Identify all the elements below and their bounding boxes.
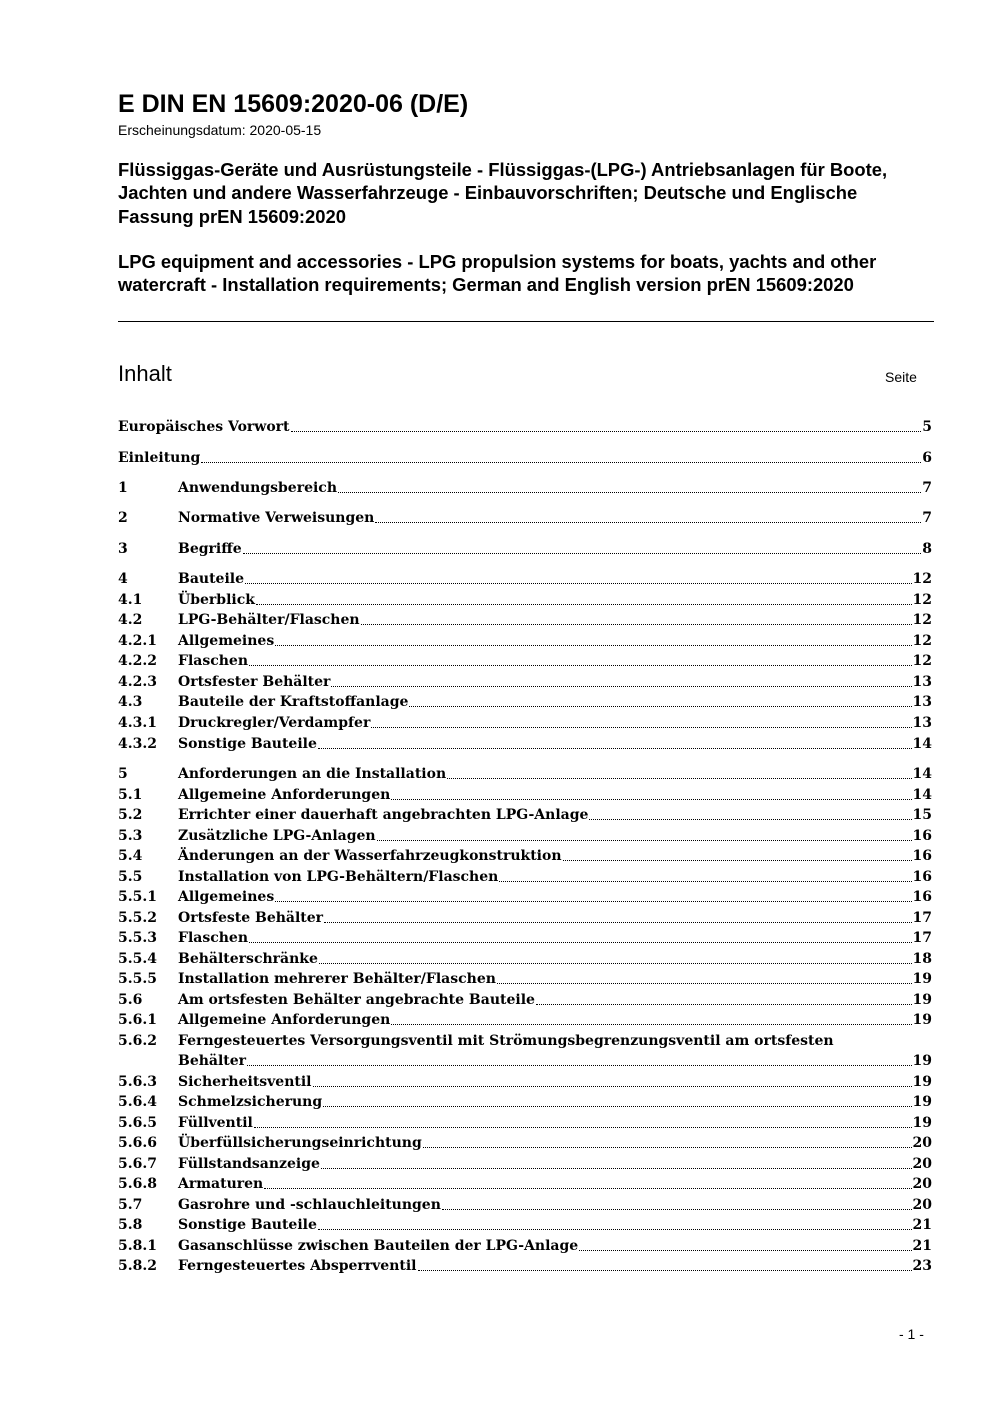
toc-leader-dots xyxy=(589,819,911,820)
toc-entry-line xyxy=(178,990,932,1010)
toc-entry-page: 19 xyxy=(912,992,932,1008)
toc-entry-number: 5.5.1 xyxy=(118,889,157,905)
toc-entry-line xyxy=(178,805,932,825)
toc-entry[interactable] xyxy=(118,990,932,1010)
toc-entry-number: 4.3.2 xyxy=(118,736,157,752)
toc-entry-line xyxy=(178,1010,932,1030)
toc-entry-page: 17 xyxy=(912,910,932,926)
toc-entry-number: 5.6.7 xyxy=(118,1156,157,1172)
toc-entry-title: Bauteile der Kraftstoffanlage xyxy=(178,694,409,710)
toc-entry[interactable] xyxy=(118,1236,932,1256)
toc-entry-title: Überblick xyxy=(178,592,255,608)
toc-leader-dots xyxy=(313,1086,912,1087)
toc-entry-title: Errichter einer dauerhaft angebrachten LPG-Anlage xyxy=(178,807,589,823)
toc-entry-title: Flaschen xyxy=(178,930,248,946)
toc-entry[interactable] xyxy=(118,734,932,754)
toc-entry-number: 3 xyxy=(118,541,128,557)
toc-entry-page: 17 xyxy=(912,930,932,946)
toc-entry-line xyxy=(178,713,932,733)
toc-leader-dots xyxy=(318,748,912,749)
toc-entry-page: 16 xyxy=(912,828,932,844)
toc-leader-dots xyxy=(264,1188,911,1189)
toc-entry-page: 12 xyxy=(912,592,932,608)
toc-entry-title: Überfüllsicherungseinrichtung xyxy=(178,1135,422,1151)
toc-entry-page: 19 xyxy=(912,1053,932,1069)
toc-entry-page: 7 xyxy=(922,480,932,496)
toc-leader-dots xyxy=(249,942,912,943)
toc-entry-page: 14 xyxy=(912,787,932,803)
toc-entry-title: Allgemeines xyxy=(178,633,275,649)
toc-leader-dots xyxy=(275,901,911,902)
toc-entry-number: 5.2 xyxy=(118,807,143,823)
toc-entry-page: 14 xyxy=(912,766,932,782)
toc-entry[interactable] xyxy=(118,887,932,907)
toc-entry-title: Gasanschlüsse zwischen Bauteilen der LPG-Anlage xyxy=(178,1238,579,1254)
toc-entry-number: 1 xyxy=(118,480,128,496)
toc-leader-dots xyxy=(256,604,912,605)
toc-entry-page: 12 xyxy=(912,653,932,669)
toc-entry-number: 4 xyxy=(118,571,128,587)
toc-entry-number: 5.6.6 xyxy=(118,1135,157,1151)
document-id: E DIN EN 15609:2020-06 (D/E) xyxy=(118,90,469,118)
toc-entry-line xyxy=(178,569,932,589)
toc-entry-title: Schmelzsicherung xyxy=(178,1094,323,1110)
toc-entry-line xyxy=(178,734,932,754)
toc-entry-number: 5.5 xyxy=(118,869,143,885)
toc-entry-title: Europäisches Vorwort xyxy=(118,419,290,435)
toc-entry[interactable] xyxy=(118,1256,932,1276)
toc-entry-line xyxy=(178,764,932,784)
toc-leader-dots xyxy=(563,860,912,861)
toc-entry[interactable] xyxy=(118,1010,932,1030)
toc-leader-dots xyxy=(247,1065,911,1066)
toc-entry-line xyxy=(178,478,932,498)
toc-leader-dots xyxy=(442,1209,912,1210)
toc-entry-title: Anforderungen an die Installation xyxy=(178,766,447,782)
toc-entry[interactable] xyxy=(118,569,932,589)
toc-entry-page: 12 xyxy=(912,612,932,628)
toc-heading: Inhalt xyxy=(118,361,172,386)
toc-entry[interactable] xyxy=(118,1154,932,1174)
toc-entry-line xyxy=(178,887,932,907)
toc-leader-dots xyxy=(201,462,921,463)
toc-entry-title: Bauteile xyxy=(178,571,245,587)
toc-entry[interactable] xyxy=(118,1113,932,1133)
toc-entry-number: 5.8 xyxy=(118,1217,143,1233)
toc-entry-page: 7 xyxy=(922,510,932,526)
toc-entry-number: 5.8.1 xyxy=(118,1238,157,1254)
toc-entry-title: Änderungen an der Wasserfahrzeugkonstruktion xyxy=(178,848,562,864)
toc-entry-number: 4.2.1 xyxy=(118,633,157,649)
toc-leader-dots xyxy=(447,778,911,779)
toc-entry-title: Am ortsfesten Behälter angebrachte Bauteile xyxy=(178,992,535,1008)
toc-entry-line xyxy=(178,785,932,805)
toc-entry-page: 18 xyxy=(912,951,932,967)
toc-entry-number: 2 xyxy=(118,510,128,526)
toc-entry-page: 21 xyxy=(912,1238,932,1254)
toc-entry-line xyxy=(118,448,932,468)
toc-leader-dots xyxy=(375,522,921,523)
toc-entry-page: 12 xyxy=(912,571,932,587)
toc-entry-page: 12 xyxy=(912,633,932,649)
toc-entry-line xyxy=(178,692,932,712)
toc-entry[interactable] xyxy=(118,651,932,671)
toc-entry[interactable] xyxy=(118,1174,932,1194)
toc-entry-line xyxy=(178,846,932,866)
toc-entry-number: 4.2 xyxy=(118,612,143,628)
toc-entry[interactable] xyxy=(118,1215,932,1235)
toc-entry-number: 5.5.3 xyxy=(118,930,157,946)
toc-entry-number: 5.3 xyxy=(118,828,143,844)
toc-entry-number: 5.5.5 xyxy=(118,971,157,987)
toc-entry-number: 5.4 xyxy=(118,848,143,864)
toc-entry-title: Allgemeines xyxy=(178,889,275,905)
toc-leader-dots xyxy=(423,1147,912,1148)
toc-entry[interactable] xyxy=(118,969,932,989)
toc-entry[interactable] xyxy=(118,1195,932,1215)
toc-entry-number: 5.7 xyxy=(118,1197,143,1213)
toc-entry-line xyxy=(178,826,932,846)
toc-entry-page: 6 xyxy=(922,450,932,466)
toc-entry[interactable] xyxy=(118,1031,932,1071)
toc-leader-dots xyxy=(338,492,921,493)
toc-entry[interactable] xyxy=(118,928,932,948)
toc-entry-number: 5.6.5 xyxy=(118,1115,157,1131)
toc-entry-line xyxy=(178,867,932,887)
toc-entry[interactable] xyxy=(118,826,932,846)
toc-entry-page: 20 xyxy=(912,1197,932,1213)
toc-leader-dots xyxy=(391,799,911,800)
toc-entry-page: 13 xyxy=(912,674,932,690)
toc-entry-line xyxy=(178,1154,932,1174)
toc-entry-line xyxy=(118,417,932,437)
toc-entry-title: Gasrohre und -schlauchleitungen xyxy=(178,1197,441,1213)
toc-entry-line xyxy=(178,1092,932,1112)
toc-leader-dots xyxy=(377,840,912,841)
toc-entry-title: Begriffe xyxy=(178,541,242,557)
toc-entry-line xyxy=(178,949,932,969)
toc-entry-page: 19 xyxy=(912,971,932,987)
toc-entry[interactable] xyxy=(118,713,932,733)
toc-leader-dots xyxy=(249,665,912,666)
toc-entry-line xyxy=(178,928,932,948)
toc-entry-title: Ortsfeste Behälter xyxy=(178,910,324,926)
toc-leader-dots xyxy=(371,727,911,728)
toc-entry-page: 14 xyxy=(912,736,932,752)
toc-entry[interactable] xyxy=(118,508,932,528)
toc-entry-line xyxy=(178,1072,932,1092)
toc-entry-page: 16 xyxy=(912,848,932,864)
toc-entry-number: 5.8.2 xyxy=(118,1258,157,1274)
toc-entry-page: 16 xyxy=(912,869,932,885)
toc-entry-line xyxy=(178,1051,932,1071)
toc-entry-title: Druckregler/Verdampfer xyxy=(178,715,371,731)
toc-entry-number: 4.3.1 xyxy=(118,715,157,731)
toc-entry-line xyxy=(178,672,932,692)
toc-entry-number: 4.1 xyxy=(118,592,143,608)
toc-entry[interactable] xyxy=(118,1133,932,1153)
toc-entry-page: 16 xyxy=(912,889,932,905)
toc-entry-line xyxy=(178,1113,932,1133)
toc-entry-line xyxy=(178,1236,932,1256)
toc-leader-dots xyxy=(331,686,911,687)
toc-entry[interactable] xyxy=(118,692,932,712)
toc-entry-title: Einleitung xyxy=(118,450,201,466)
toc-entry[interactable] xyxy=(118,867,932,887)
toc-entry-title: LPG-Behälter/Flaschen xyxy=(178,612,360,628)
toc-leader-dots xyxy=(391,1024,911,1025)
toc-entry-number: 5.1 xyxy=(118,787,143,803)
toc-entry-line xyxy=(178,631,932,651)
toc-leader-dots xyxy=(321,1168,912,1169)
toc-entry-title: Normative Verweisungen xyxy=(178,510,375,526)
toc-entry-line xyxy=(178,908,932,928)
toc-leader-dots xyxy=(324,922,911,923)
toc-entry-title: Allgemeine Anforderungen xyxy=(178,1012,391,1028)
toc-entry-title: Zusätzliche LPG-Anlagen xyxy=(178,828,376,844)
toc-entry-line xyxy=(178,1174,932,1194)
toc-entry[interactable] xyxy=(118,846,932,866)
toc-entry[interactable] xyxy=(118,785,932,805)
toc-entry-page: 19 xyxy=(912,1115,932,1131)
toc-entry-number: 5.6 xyxy=(118,992,143,1008)
toc-entry-page: 13 xyxy=(912,694,932,710)
toc-leader-dots xyxy=(418,1270,912,1271)
toc-entry-title: Ferngesteuertes Absperrventil xyxy=(178,1258,417,1274)
toc-entry[interactable] xyxy=(118,590,932,610)
toc-entry[interactable] xyxy=(118,539,932,559)
toc-entry-title: Armaturen xyxy=(178,1176,264,1192)
toc-leader-dots xyxy=(245,583,912,584)
toc-leader-dots xyxy=(275,645,911,646)
toc-entry-number: 5.6.3 xyxy=(118,1074,157,1090)
toc-entry-number: 4.2.3 xyxy=(118,674,157,690)
toc-entry-number: 5.6.4 xyxy=(118,1094,157,1110)
toc-entry-line xyxy=(178,610,932,630)
toc-leader-dots xyxy=(319,963,912,964)
title-german: Flüssiggas-Geräte und Ausrüstungsteile - Flüssiggas-(LPG-) Antriebsanlagen für Boote, Jachten und andere Wasserfahrzeuge - Einbauvorschriften; Deutsche und Englische Fassung prEN 15609:2020 xyxy=(118,159,888,227)
toc-leader-dots xyxy=(318,1229,912,1230)
toc-entry[interactable] xyxy=(118,672,932,692)
toc-entry[interactable] xyxy=(118,478,932,498)
toc-entry[interactable] xyxy=(118,764,932,784)
title-english: LPG equipment and accessories - LPG propulsion systems for boats, yachts and other watercraft - Installation requirements; German and English version prEN 15609:2020 xyxy=(118,251,877,296)
toc-entry-line xyxy=(178,651,932,671)
toc-leader-dots xyxy=(499,881,911,882)
toc-entry-line xyxy=(178,969,932,989)
toc-entry-title: Flaschen xyxy=(178,653,248,669)
toc-entry-title: Ortsfester Behälter xyxy=(178,674,331,690)
toc-entry-number: 4.2.2 xyxy=(118,653,157,669)
toc-entry-page: 23 xyxy=(912,1258,932,1274)
toc-entry-line xyxy=(178,590,932,610)
toc-entry-number: 5.6.8 xyxy=(118,1176,157,1192)
toc-entry[interactable] xyxy=(118,1072,932,1092)
toc-entry-title-line1: Ferngesteuertes Versorgungsventil mit Strömungsbegrenzungsventil am ortsfesten xyxy=(178,1033,834,1049)
toc-entry-page: 20 xyxy=(912,1135,932,1151)
toc-entry[interactable] xyxy=(118,417,932,437)
toc-entry-title: Anwendungsbereich xyxy=(178,480,337,496)
toc-entry-page: 15 xyxy=(912,807,932,823)
toc-leader-dots xyxy=(243,553,922,554)
toc-entry-title: Füllventil xyxy=(178,1115,253,1131)
toc-entry[interactable] xyxy=(118,908,932,928)
toc-entry-page: 21 xyxy=(912,1217,932,1233)
toc-entry[interactable] xyxy=(118,805,932,825)
toc-leader-dots xyxy=(536,1004,912,1005)
toc-leader-dots xyxy=(254,1127,912,1128)
toc-page-column-label: Seite xyxy=(885,369,917,385)
toc-entry-title: Behälter xyxy=(178,1053,247,1069)
toc-entry-line xyxy=(178,508,932,528)
toc-entry[interactable] xyxy=(118,1092,932,1112)
toc-entry-title: Sonstige Bauteile xyxy=(178,1217,317,1233)
toc-leader-dots xyxy=(497,983,912,984)
toc-leader-dots xyxy=(361,624,912,625)
toc-leader-dots xyxy=(409,706,911,707)
toc-entry-title: Füllstandsanzeige xyxy=(178,1156,320,1172)
toc-entry-title: Sicherheitsventil xyxy=(178,1074,312,1090)
toc-entry-page: 19 xyxy=(912,1094,932,1110)
publication-date: Erscheinungsdatum: 2020-05-15 xyxy=(118,122,322,138)
toc-entry[interactable] xyxy=(118,610,932,630)
toc-entry-title: Sonstige Bauteile xyxy=(178,736,317,752)
toc-entry-page: 20 xyxy=(912,1156,932,1172)
toc-entry-page: 5 xyxy=(922,419,932,435)
toc-entry[interactable] xyxy=(118,949,932,969)
footer-page-number: - 1 - xyxy=(899,1326,924,1342)
toc-entry-title: Allgemeine Anforderungen xyxy=(178,787,391,803)
toc-entry-line xyxy=(178,1195,932,1215)
toc-entry-number: 5.6.1 xyxy=(118,1012,157,1028)
toc-entry-line xyxy=(178,1256,932,1276)
toc-entry-number: 5.5.4 xyxy=(118,951,157,967)
toc-entry[interactable] xyxy=(118,448,932,468)
toc-leader-dots xyxy=(579,1250,911,1251)
toc-entry-line xyxy=(178,539,932,559)
toc-entry-number: 4.3 xyxy=(118,694,143,710)
toc-entry-line xyxy=(178,1215,932,1235)
toc-entry-title: Installation mehrerer Behälter/Flaschen xyxy=(178,971,496,987)
toc-entry-page: 13 xyxy=(912,715,932,731)
toc-entry-page: 19 xyxy=(912,1074,932,1090)
toc-entry-number: 5 xyxy=(118,766,128,782)
toc-entry-title: Behälterschränke xyxy=(178,951,318,967)
toc-leader-dots xyxy=(323,1106,911,1107)
title-divider xyxy=(118,321,934,322)
toc-leader-dots xyxy=(291,431,922,432)
toc-entry-title: Installation von LPG-Behältern/Flaschen xyxy=(178,869,499,885)
toc-entry-number: 5.6.2 xyxy=(118,1033,157,1049)
toc-entry-number: 5.5.2 xyxy=(118,910,157,926)
toc-entry-line xyxy=(178,1133,932,1153)
toc-entry-page: 8 xyxy=(922,541,932,557)
toc-entry-page: 19 xyxy=(912,1012,932,1028)
toc-entry-page: 20 xyxy=(912,1176,932,1192)
toc-entry[interactable] xyxy=(118,631,932,651)
